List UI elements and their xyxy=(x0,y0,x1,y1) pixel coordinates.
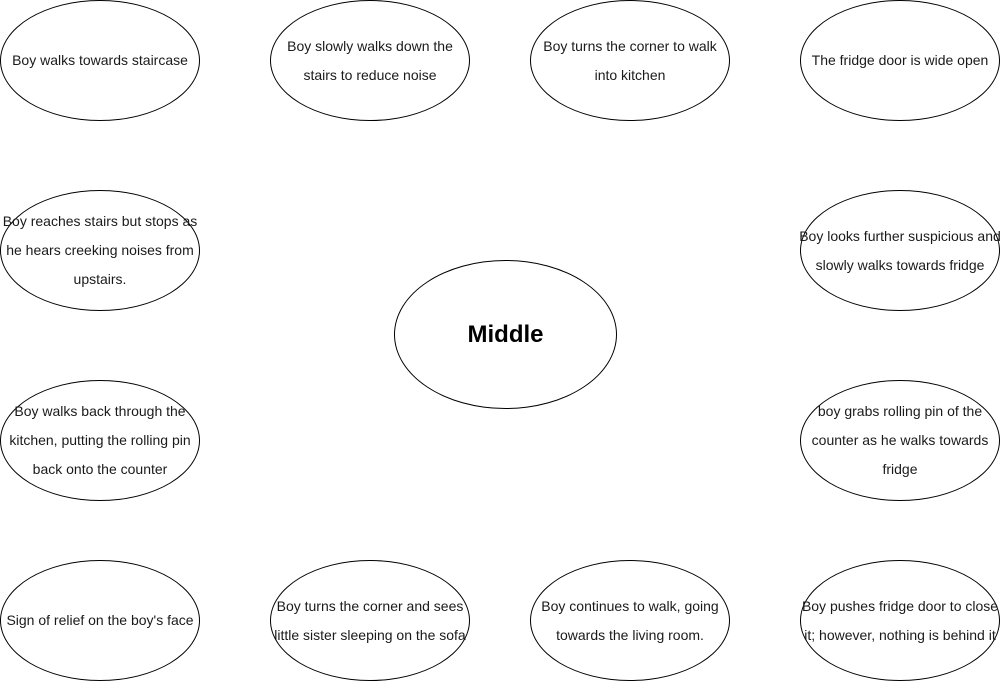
center-label: Middle xyxy=(467,320,544,348)
node-sign-of-relief[interactable] xyxy=(0,560,200,681)
node-sees-sister-sleeping[interactable] xyxy=(270,560,470,681)
node-label: Boy looks further suspicious and slowly walks towards fridge xyxy=(799,227,1001,273)
node-label: The fridge door is wide open xyxy=(811,52,989,68)
node-closes-fridge-door[interactable] xyxy=(800,560,1000,681)
node-label: Sign of relief on the boy's face xyxy=(6,612,194,628)
node-label: Boy reaches stairs but stops as he hears creeking noises from upstairs. xyxy=(2,213,198,287)
node-label: Boy turns the corner and sees little sister sleeping on the sofa xyxy=(274,597,466,643)
node-grabs-rolling-pin[interactable] xyxy=(800,380,1000,501)
node-walks-towards-staircase[interactable] xyxy=(0,0,200,121)
node-label: boy grabs rolling pin of the counter as he walks towards fridge xyxy=(811,403,989,477)
node-walks-towards-fridge[interactable] xyxy=(800,190,1000,311)
node-fridge-door-open[interactable] xyxy=(800,0,1000,121)
node-walks-to-living-room[interactable] xyxy=(530,560,730,681)
node-label: Boy pushes fridge door to close it; however, nothing is behind it xyxy=(801,597,999,643)
node-label: Boy slowly walks down the stairs to reduce noise xyxy=(287,37,453,83)
node-label: Boy turns the corner to walk into kitchen xyxy=(543,37,717,83)
node-stops-at-stairs[interactable] xyxy=(0,190,200,311)
node-walks-down-stairs[interactable] xyxy=(270,0,470,121)
node-label: Boy walks towards staircase xyxy=(12,52,188,68)
node-returns-rolling-pin[interactable] xyxy=(0,380,200,501)
center-node-middle[interactable] xyxy=(394,260,617,409)
node-label: Boy continues to walk, going towards the living room. xyxy=(541,597,719,643)
node-label: Boy walks back through the kitchen, putting the rolling pin back onto the counter xyxy=(9,403,191,477)
node-turns-into-kitchen[interactable] xyxy=(530,0,730,121)
